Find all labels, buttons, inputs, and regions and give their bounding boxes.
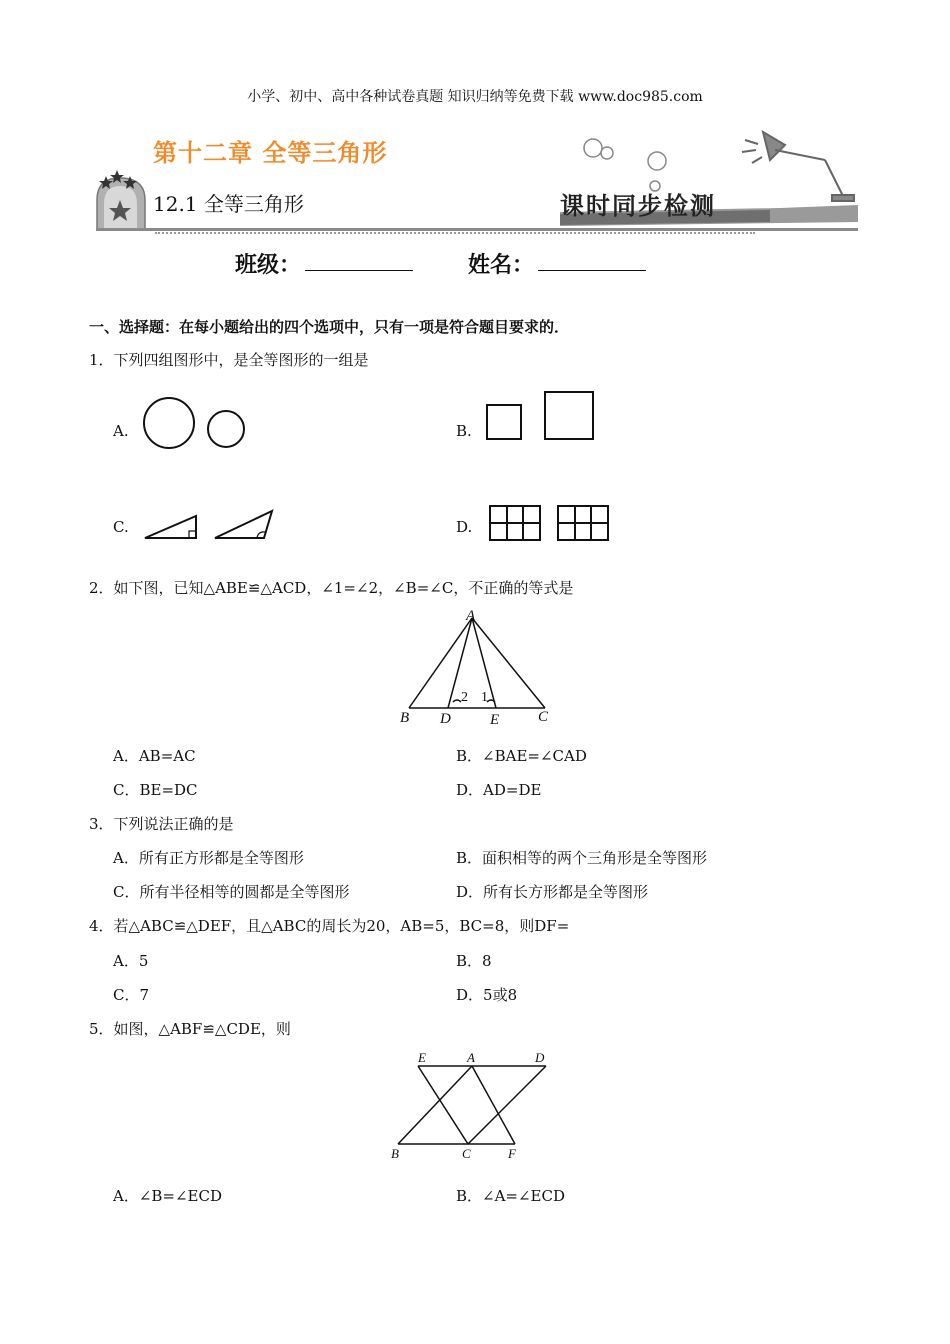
- q1-option-c-label: C.: [113, 518, 129, 536]
- q1-figures: [0, 380, 950, 580]
- q2-label-angle1: 1: [481, 690, 488, 705]
- q2-option-a: A．AB=AC: [113, 747, 196, 765]
- q2-label-d: D: [440, 711, 451, 727]
- q1-option-d-label: D.: [456, 518, 473, 536]
- question-5: 5．如图，△ABF≌△CDE，则: [89, 1020, 291, 1038]
- q5-label-a: A: [467, 1050, 475, 1065]
- q2-figure: [0, 600, 950, 730]
- q2-label-b: B: [400, 710, 410, 726]
- name-field[interactable]: [538, 270, 646, 271]
- q2-label-c: C: [538, 709, 549, 725]
- q5-label-e: E: [418, 1050, 426, 1065]
- lesson-badge: 课时同步检测: [560, 191, 716, 220]
- q1-c-triangles: [145, 511, 272, 538]
- q4-option-c: C．7: [113, 986, 150, 1004]
- q1-option-b-label: B.: [456, 422, 472, 440]
- q4-option-b: B．8: [456, 952, 492, 970]
- q5-label-b: B: [391, 1146, 399, 1161]
- q1-b-squares: [487, 392, 593, 439]
- q2-option-d: D．AD=DE: [456, 781, 542, 799]
- q2-label-e: E: [490, 712, 500, 728]
- bubble-icon: [584, 139, 602, 157]
- q1-d-grids: [490, 506, 608, 540]
- q2-option-c: C．BE=DC: [113, 781, 198, 799]
- q2-label-a: A: [466, 608, 476, 624]
- question-3: 3．下列说法正确的是: [89, 815, 234, 833]
- banner-divider: [96, 228, 858, 231]
- q1-a-circles: [144, 398, 244, 448]
- q3-option-b: B．面积相等的两个三角形是全等图形: [456, 849, 708, 867]
- desk-lamp-icon: [742, 132, 854, 201]
- section-title: 12.1 全等三角形: [153, 192, 304, 216]
- question-4: 4．若△ABC≌△DEF，且△ABC的周长为20，AB=5，BC=8，则DF=: [89, 917, 570, 935]
- q5-figure: [0, 1048, 950, 1168]
- q5-option-b: B．∠A=∠ECD: [456, 1187, 566, 1205]
- class-label: 班级：: [235, 252, 302, 278]
- site-header: 小学、初中、高中各种试卷真题 知识归纳等免费下载 www.doc985.com: [247, 89, 703, 105]
- banner-decoration: [0, 0, 950, 240]
- q4-option-a: A．5: [113, 952, 149, 970]
- banner-dotted-line: [155, 232, 755, 234]
- q2-option-b: B．∠BAE=∠CAD: [456, 747, 587, 765]
- section-instructions: 一、选择题：在每小题给出的四个选项中，只有一项是符合题目要求的．: [89, 318, 570, 336]
- q5-label-f: F: [508, 1146, 516, 1161]
- q2-label-angle2: 2: [461, 690, 468, 705]
- q5-label-c: C: [462, 1146, 471, 1161]
- class-field[interactable]: [305, 270, 413, 271]
- q5-label-d: D: [535, 1050, 545, 1065]
- q3-option-d: D．所有长方形都是全等图形: [456, 883, 649, 901]
- q3-option-c: C．所有半径相等的圆都是全等图形: [113, 883, 350, 901]
- q1-option-a-label: A.: [113, 422, 129, 440]
- question-2: 2．如下图，已知△ABE≌△ACD，∠1=∠2，∠B=∠C，不正确的等式是: [89, 579, 574, 597]
- q3-option-a: A．所有正方形都是全等图形: [113, 849, 304, 867]
- q4-option-d: D．5或8: [456, 986, 518, 1004]
- chapter-title: 第十二章 全等三角形: [153, 138, 388, 167]
- q5-option-a: A．∠B=∠ECD: [113, 1187, 223, 1205]
- name-label: 姓名：: [468, 252, 535, 278]
- question-1: 1．下列四组图形中，是全等图形的一组是: [89, 351, 369, 369]
